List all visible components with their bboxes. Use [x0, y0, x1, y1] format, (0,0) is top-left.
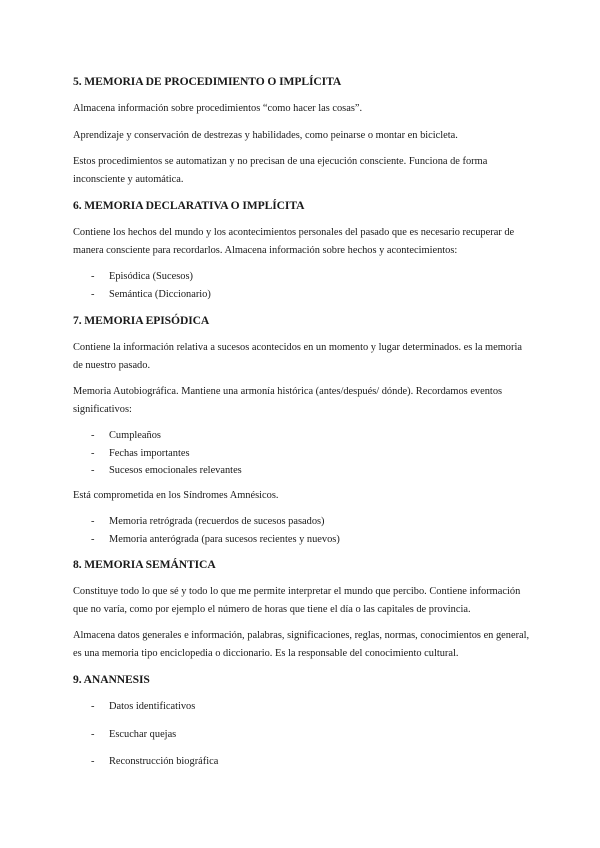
- section-6-paragraph-1: Contiene los hechos del mundo y los acontecimientos personales del pasado que es necesario recuperar de manera consciente para recordarlos. Almacena información sobre hechos y acontecimientos:: [73, 227, 515, 256]
- list-item: [73, 753, 533, 771]
- section-6-list: [73, 268, 533, 303]
- section-8-paragraph-1: Constituye todo lo que sé y todo lo que me permite interpretar el mundo que percibo. Contiene información que no varía, como por ejemplo el número de horas que tiene el día o las capitales de provincia.: [73, 586, 521, 615]
- bullet-dash: -: [91, 701, 95, 712]
- bullet-dash: -: [91, 756, 95, 767]
- section-7-paragraph-3: Está comprometida en los Síndromes Amnésicos.: [73, 490, 279, 501]
- list-item: [73, 698, 533, 716]
- section-8-paragraph-2: Almacena datos generales e información, palabras, significaciones, reglas, normas, conocimientos en general, es una memoria tipo enciclopedia o diccionario. Es la responsable del conocimiento cultural.: [73, 630, 530, 659]
- list-item-text: Semántica (Diccionario): [109, 288, 211, 300]
- bullet-dash: -: [91, 516, 95, 527]
- bullet-dash: -: [91, 430, 95, 441]
- list-item-text: Datos identificativos: [109, 701, 196, 712]
- section-5-heading: 5. MEMORIA DE PROCEDIMIENTO O IMPLÍCITA: [73, 75, 342, 88]
- list-item: [73, 462, 533, 480]
- list-item-text: Fechas importantes: [109, 447, 190, 459]
- section-7-list-1: [73, 427, 533, 480]
- section-5-paragraph-1: Almacena información sobre procedimientos “como hacer las cosas”.: [73, 103, 363, 114]
- section-9-list: [73, 698, 533, 781]
- list-item: [73, 445, 533, 463]
- list-item-text: Reconstrucción biográfica: [109, 756, 219, 767]
- list-item: [73, 427, 533, 445]
- section-5-paragraph-2: Aprendizaje y conservación de destrezas y habilidades, como peinarse o montar en bicicleta.: [73, 130, 458, 141]
- list-item: [73, 268, 533, 286]
- list-item-text: Sucesos emocionales relevantes: [109, 465, 242, 476]
- bullet-dash: -: [91, 465, 95, 476]
- list-item: [73, 726, 533, 744]
- section-7-heading: 7. MEMORIA EPISÓDICA: [73, 314, 210, 327]
- section-7-paragraph-1: Contiene la información relativa a sucesos acontecidos en un momento y lugar determinados. es la memoria de nuestro pasado.: [73, 342, 522, 371]
- list-item-text: Cumpleaños: [109, 430, 161, 441]
- section-6-heading: 6. MEMORIA DECLARATIVA O IMPLÍCITA: [73, 199, 305, 212]
- section-5-paragraph-3: Estos procedimientos se automatizan y no precisan de una ejecución consciente. Funciona de forma inconsciente y automática.: [73, 156, 488, 185]
- bullet-dash: -: [91, 447, 95, 459]
- list-item-text: Episódica (Sucesos): [109, 271, 193, 282]
- list-item-text: Memoria anterógrada (para sucesos recientes y nuevos): [109, 533, 340, 545]
- list-item: [73, 531, 533, 549]
- bullet-dash: -: [91, 271, 95, 282]
- section-7-paragraph-2: Memoria Autobiográfica. Mantiene una armonía histórica (antes/después/ dónde). Recordamos eventos significativos:: [73, 386, 503, 415]
- bullet-dash: -: [91, 728, 95, 740]
- bullet-dash: -: [91, 288, 95, 300]
- list-item: [73, 513, 533, 531]
- section-9-heading: 9. ANANNESIS: [73, 673, 150, 686]
- list-item-text: Escuchar quejas: [109, 728, 177, 740]
- list-item: [73, 286, 533, 304]
- bullet-dash: -: [91, 533, 95, 545]
- section-8-heading: 8. MEMORIA SEMÁNTICA: [73, 558, 216, 571]
- section-7-list-2: [73, 513, 533, 548]
- list-item-text: Memoria retrógrada (recuerdos de sucesos pasados): [109, 516, 325, 527]
